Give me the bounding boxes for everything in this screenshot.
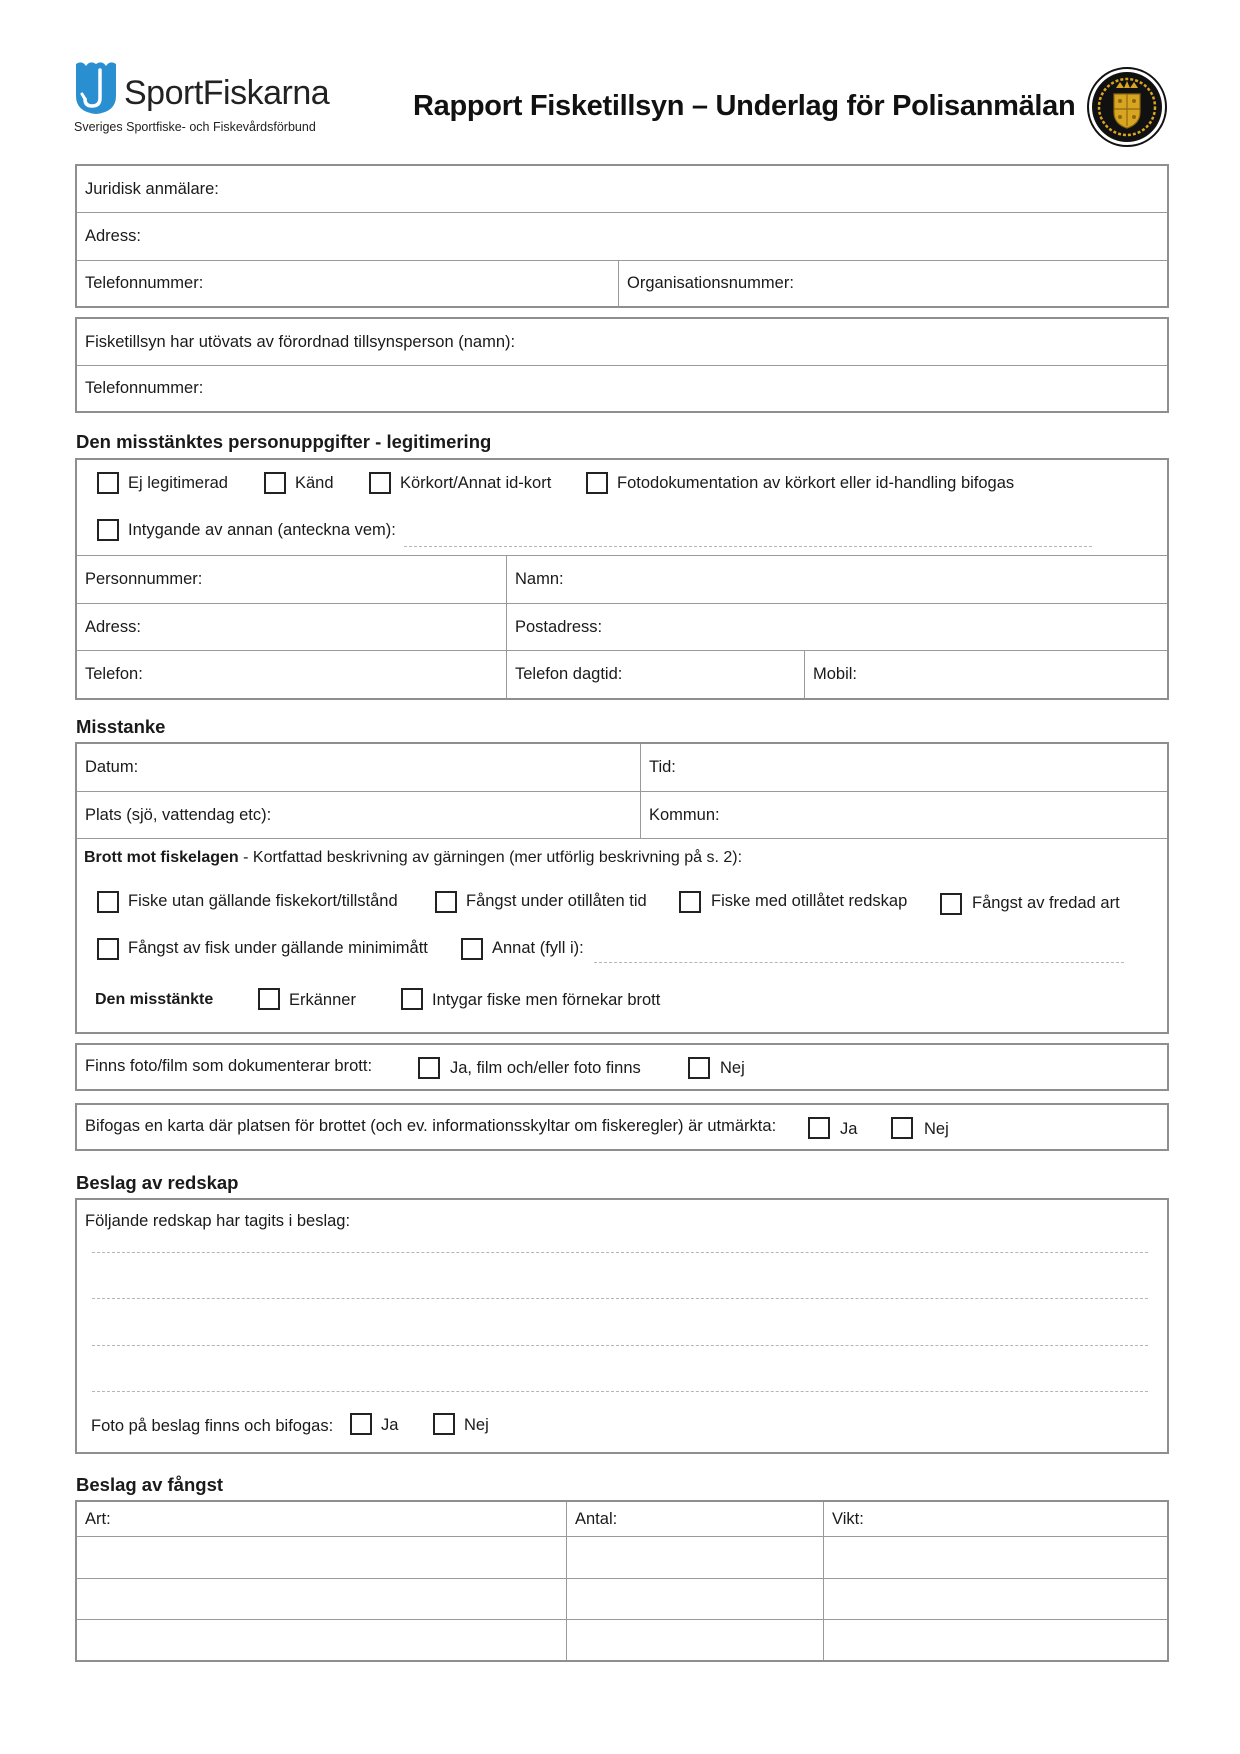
checkbox-ej-legitimerad[interactable] (97, 472, 119, 494)
place-field[interactable]: Plats (sjö, vattendag etc): (77, 792, 641, 838)
label-ej-legitimerad: Ej legitimerad (128, 474, 228, 492)
checkbox-map-yes[interactable] (808, 1117, 830, 1139)
catch-art-cell[interactable] (77, 1620, 567, 1660)
catch-header-antal: Antal: (567, 1502, 824, 1536)
checkbox-intygande[interactable] (97, 519, 119, 541)
checkbox-gear-photo-yes[interactable] (350, 1413, 372, 1435)
reporter-box (75, 164, 1169, 308)
document-title: Rapport Fisketillsyn – Underlag för Polisanmälan (413, 90, 1076, 122)
crime-desc-label: - Kortfattad beskrivning av gärningen (mer utförlig beskrivning på s. 2): (238, 849, 743, 866)
suspect-section-title: Den misstänktes personuppgifter - legitimering (76, 431, 492, 452)
inspector-box (75, 317, 1169, 413)
label-fotodokumentation: Fotodokumentation av körkort eller id-handling bifogas (617, 474, 1015, 492)
label-erkanner: Erkänner (289, 991, 356, 1009)
checkbox-gear-photo-no[interactable] (433, 1413, 455, 1435)
checkbox-photo-no[interactable] (688, 1057, 710, 1079)
checkbox-fornekar[interactable] (401, 988, 423, 1010)
crime-bold-label: Brott mot fiskelagen (84, 849, 239, 866)
fish-hook-logo-icon (74, 60, 118, 116)
checkbox-kand[interactable] (264, 472, 286, 494)
catch-table (75, 1500, 1169, 1662)
catch-vikt-cell[interactable] (824, 1620, 1167, 1660)
suspect-phone-day-field[interactable]: Telefon dagtid: (507, 651, 805, 698)
map-box (75, 1103, 1169, 1151)
date-field[interactable]: Datum: (77, 744, 641, 791)
gear-box (75, 1198, 1169, 1454)
catch-vikt-cell[interactable] (824, 1537, 1167, 1578)
inspector-name-field[interactable]: Fisketillsyn har utövats av förordnad tillsynsperson (namn): (85, 332, 516, 351)
label-fornekar: Intygar fiske men förnekar brott (432, 991, 661, 1009)
catch-art-cell[interactable] (77, 1537, 567, 1578)
gear-intro: Följande redskap har tagits i beslag: (85, 1212, 351, 1230)
brand-tagline: Sveriges Sportfiske- och Fiskevårdsförbund (74, 120, 316, 134)
gear-photo-question: Foto på beslag finns och bifogas: (91, 1417, 334, 1435)
gear-line-1[interactable] (92, 1252, 1148, 1253)
suspect-phone-field[interactable]: Telefon: (77, 651, 507, 698)
catch-header-art: Art: (77, 1502, 567, 1536)
suspect-address-field[interactable]: Adress: (77, 604, 507, 650)
gear-line-4[interactable] (92, 1391, 1148, 1392)
checkbox-photo-yes[interactable] (418, 1057, 440, 1079)
checkbox-fotodokumentation[interactable] (586, 472, 608, 494)
suspect-postal-field[interactable]: Postadress: (515, 617, 603, 636)
checkbox-korkort[interactable] (369, 472, 391, 494)
personnummer-field[interactable]: Personnummer: (77, 556, 507, 603)
photo-question: Finns foto/film som dokumenterar brott: (85, 1057, 373, 1075)
suspicion-section-title: Misstanke (76, 716, 166, 737)
catch-section-title: Beslag av fångst (76, 1474, 224, 1495)
gear-line-2[interactable] (92, 1298, 1148, 1299)
catch-header-vikt: Vikt: (832, 1509, 864, 1528)
checkbox-erkanner[interactable] (258, 988, 280, 1010)
label-kand: Känd (295, 474, 334, 492)
annat-fill-line[interactable] (594, 962, 1124, 963)
org-number-field[interactable]: Organisationsnummer: (627, 274, 794, 292)
label-photo-yes: Ja, film och/eller foto finns (450, 1059, 641, 1077)
suspect-mobile-field[interactable]: Mobil: (813, 665, 858, 683)
label-intygande: Intygande av annan (anteckna vem): (128, 521, 396, 539)
label-otillaten-tid: Fångst under otillåten tid (466, 892, 647, 910)
checkbox-minimimatt[interactable] (97, 938, 119, 960)
label-photo-no: Nej (720, 1059, 745, 1077)
crime-description-label (84, 849, 742, 867)
catch-antal-cell[interactable] (567, 1537, 824, 1578)
gear-line-3[interactable] (92, 1345, 1148, 1346)
gear-section-title: Beslag av redskap (76, 1172, 239, 1193)
legal-reporter-field[interactable]: Juridisk anmälare: (85, 179, 219, 198)
sportfiskarna-logo (74, 60, 344, 140)
catch-art-cell[interactable] (77, 1579, 567, 1619)
catch-antal-cell[interactable] (567, 1579, 824, 1619)
page-header (0, 0, 1240, 160)
checkbox-fredad-art[interactable] (940, 893, 962, 915)
suspect-name-field[interactable]: Namn: (515, 570, 564, 588)
checkbox-annat[interactable] (461, 938, 483, 960)
checkbox-otillatet-redskap[interactable] (679, 891, 701, 913)
map-question: Bifogas en karta där platsen för brottet (och ev. informationsskyltar om fiskeregler) är utmärkta: (85, 1117, 777, 1135)
table-row (77, 1537, 1167, 1579)
testimony-fill-line[interactable] (404, 546, 1092, 547)
label-minimimatt: Fångst av fisk under gällande minimimått (128, 939, 428, 957)
label-fredad-art: Fångst av fredad art (972, 894, 1120, 912)
label-otillatet-redskap: Fiske med otillåtet redskap (711, 892, 908, 910)
label-fiske-utan-kort: Fiske utan gällande fiskekort/tillstånd (128, 892, 398, 910)
checkbox-otillaten-tid[interactable] (435, 891, 457, 913)
checkbox-map-no[interactable] (891, 1117, 913, 1139)
label-map-yes: Ja (840, 1120, 858, 1138)
label-map-no: Nej (924, 1120, 949, 1138)
municipality-field[interactable]: Kommun: (649, 805, 720, 824)
suspect-box (75, 458, 1169, 700)
checkbox-fiske-utan-kort[interactable] (97, 891, 119, 913)
table-row (77, 1620, 1167, 1660)
label-annat: Annat (fyll i): (492, 939, 584, 957)
suspect-stance-label: Den misstänkte (95, 991, 214, 1008)
reporter-phone-field[interactable]: Telefonnummer: (77, 261, 619, 306)
reporter-address-field[interactable]: Adress: (85, 227, 141, 245)
inspector-phone-field[interactable]: Telefonnummer: (85, 379, 204, 397)
table-row (77, 1579, 1167, 1620)
time-field[interactable]: Tid: (649, 758, 676, 776)
catch-antal-cell[interactable] (567, 1620, 824, 1660)
label-gear-photo-yes: Ja (381, 1416, 399, 1434)
label-korkort: Körkort/Annat id-kort (400, 474, 552, 492)
police-emblem-icon (1086, 66, 1168, 148)
catch-vikt-cell[interactable] (824, 1579, 1167, 1619)
brand-name: SportFiskarna (124, 74, 330, 112)
label-gear-photo-no: Nej (464, 1416, 489, 1434)
